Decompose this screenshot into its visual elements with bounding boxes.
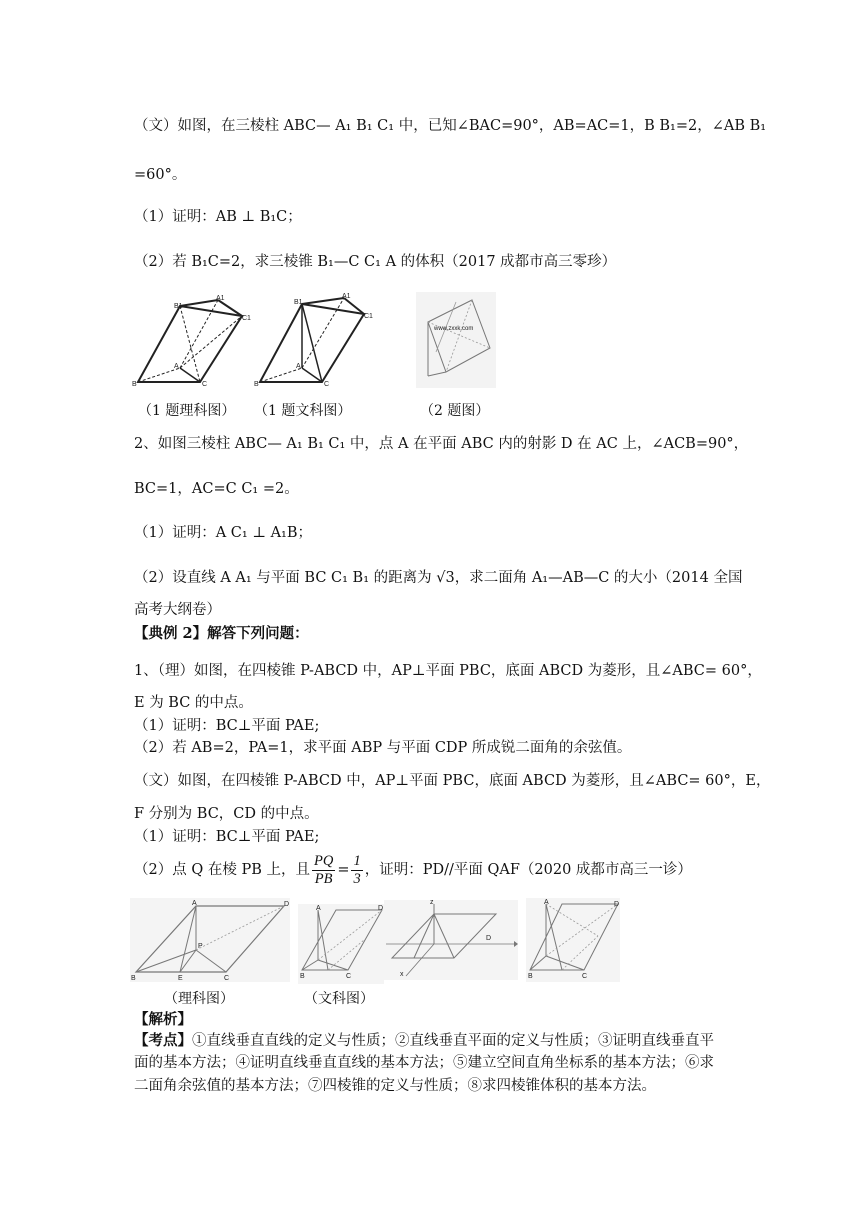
svg-text:A: A: [544, 899, 549, 906]
example2-wen-line2: F 分别为 BC，CD 的中点。: [134, 806, 319, 822]
caption-liberal-arts: （文科图）: [304, 991, 374, 1007]
figure-example2-extra: [526, 898, 620, 982]
svg-text:A1: A1: [216, 295, 225, 302]
svg-text:C1: C1: [364, 313, 373, 320]
svg-text:C: C: [324, 381, 330, 388]
svg-text:D: D: [614, 901, 620, 908]
svg-text:B: B: [528, 973, 533, 980]
example2-q1-part2: （2）若 AB=2，PA=1，求平面 ABP 与平面 CDP 所成锐二面角的余弦值。: [134, 740, 632, 756]
svg-text:A: A: [192, 900, 197, 907]
svg-text:E: E: [178, 975, 183, 982]
analysis-line3: 二面角余弦值的基本方法；⑦四棱锥的定义与性质；⑧求四棱锥体积的基本方法。: [134, 1078, 656, 1094]
svg-text:P: P: [198, 943, 203, 950]
figure-q1-liberal-arts: [252, 292, 372, 388]
figure-example2-liberal-arts: [298, 904, 384, 984]
fraction-denominator: PB: [314, 870, 333, 887]
part2-prefix: （2）点 Q 在棱 PB 上，且: [134, 862, 310, 878]
analysis-line2: 面的基本方法；④证明直线垂直直线的基本方法；⑤建立空间直角坐标系的基本方法；⑥求: [134, 1055, 714, 1071]
svg-text:C: C: [346, 973, 352, 980]
fraction-one-third: [351, 853, 362, 888]
svg-text:A: A: [316, 905, 321, 912]
svg-text:A: A: [174, 363, 179, 370]
svg-text:z: z: [430, 899, 434, 906]
watermark-text: www.zxxk.com: [434, 326, 474, 332]
example2-q1-line1: 1、（理）如图，在四棱锥 P-ABCD 中，AP⊥平面 PBC，底面 ABCD 为菱形，且∠ABC= 60°，: [134, 663, 762, 679]
problem1-part2: （2）若 B₁C=2，求三棱锥 B₁—C C₁ A 的体积（2017 成都市高三零珍）: [134, 254, 617, 270]
svg-text:C: C: [202, 381, 208, 388]
example2-wen-part2: [134, 852, 692, 888]
svg-text:C: C: [582, 973, 588, 980]
figure-example2-science: [130, 898, 290, 982]
svg-text:C1: C1: [242, 315, 251, 322]
problem1-part1: （1）证明：AB ⊥ B₁C；: [134, 209, 302, 225]
problem2-line2: BC=1，AC=C C₁ =2。: [134, 481, 299, 497]
svg-text:B1: B1: [174, 303, 183, 310]
svg-text:B1: B1: [294, 299, 303, 306]
fraction-numerator: PQ: [313, 852, 334, 869]
svg-text:D: D: [284, 901, 290, 908]
problem2-part2-cont: 高考大纲卷）: [134, 602, 221, 618]
example2-wen-part1: （1）证明：BC⊥平面 PAE;: [134, 829, 320, 845]
problem1-line2: =60°。: [134, 167, 187, 183]
caption-science: （理科图）: [164, 991, 234, 1007]
problem1-line1: （文）如图，在三棱柱 ABC— A₁ B₁ C₁ 中，已知∠BAC=90°，AB=AC=1，B B₁=2，∠AB B₁: [134, 118, 767, 134]
example2-q1-line2: E 为 BC 的中点。: [134, 695, 253, 711]
figure-q2: [416, 292, 496, 388]
svg-text:A1: A1: [342, 293, 351, 300]
svg-text:B: B: [131, 975, 136, 982]
fraction-equals: =: [337, 862, 350, 878]
fraction-r-numerator: 1: [353, 852, 361, 869]
part2-suffix: ，证明：PD//平面 QAF（2020 成都市高三一诊）: [364, 862, 692, 878]
svg-text:B: B: [300, 973, 305, 980]
fraction-r-denominator: 3: [353, 870, 361, 887]
analysis-heading: 【解析】: [134, 1011, 192, 1028]
figure-example2-coords: [384, 900, 518, 980]
example2-q1-part1: （1）证明：BC⊥平面 PAE;: [134, 718, 320, 734]
svg-text:D: D: [486, 935, 492, 942]
caption-q1-liberal-arts: （1 题文科图）: [254, 403, 352, 419]
example2-wen-line1: （文）如图，在四棱锥 P-ABCD 中，AP⊥平面 PBC，底面 ABCD 为菱形，且∠ABC= 60°，E，: [134, 773, 771, 789]
analysis-line1: 【考点】①直线垂直直线的定义与性质；②直线垂直平面的定义与性质；③证明直线垂直平: [134, 1032, 714, 1049]
caption-q2: （2 题图）: [420, 403, 490, 419]
svg-text:A: A: [296, 363, 301, 370]
figure-q1-science: [130, 296, 250, 388]
problem2-part2: （2）设直线 A A₁ 与平面 BC C₁ B₁ 的距离为 √3，求二面角 A₁—AB—C 的大小（2014 全国: [134, 570, 743, 586]
problem2-part1: （1）证明：A C₁ ⊥ A₁B；: [134, 525, 313, 541]
analysis-kaodian-label: 【考点】: [134, 1032, 192, 1049]
problem2-line1: 2、如图三棱柱 ABC— A₁ B₁ C₁ 中，点 A 在平面 ABC 内的射影 D 在 AC 上，∠ACB=90°，: [134, 436, 749, 452]
svg-text:B: B: [254, 381, 259, 388]
fraction-pq-pb: [312, 853, 335, 888]
svg-text:x: x: [400, 971, 404, 978]
svg-text:D: D: [378, 905, 384, 912]
example2-heading: 【典例 2】解答下列问题：: [134, 625, 309, 642]
caption-q1-science: （1 题理科图）: [138, 403, 236, 419]
svg-text:C: C: [224, 975, 230, 982]
svg-text:B: B: [132, 381, 137, 388]
